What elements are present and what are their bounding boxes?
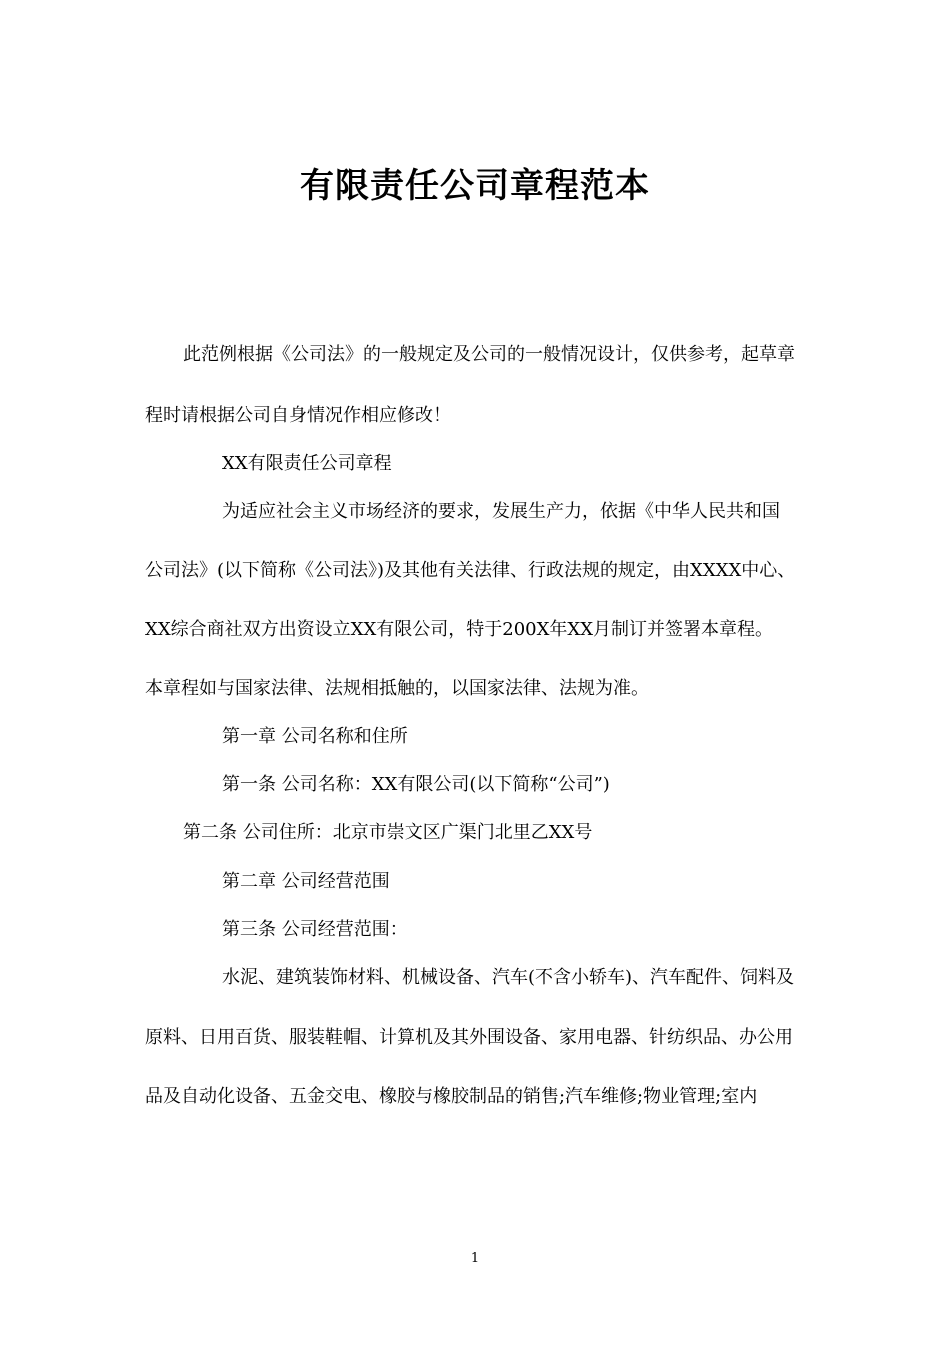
preamble-line-1: 为适应社会主义市场经济的要求，发展生产力，依据《中华人民共和国 (222, 501, 780, 522)
article-1: 第一条 公司名称：XX有限公司(以下简称“公司”) (222, 774, 610, 795)
scope-line-2: 原料、日用百货、服装鞋帽、计算机及其外围设备、家用电器、针纺织品、办公用 (145, 1027, 793, 1048)
page-number: 1 (470, 1251, 480, 1266)
article-2: 第二条 公司住所：北京市崇文区广渠门北里乙XX号 (183, 822, 593, 843)
preamble-line-4: 本章程如与国家法律、法规相抵触的，以国家法律、法规为准。 (145, 678, 649, 699)
scope-line-1: 水泥、建筑装饰材料、机械设备、汽车(不含小轿车)、汽车配件、饲料及 (222, 967, 795, 988)
charter-heading: XX有限责任公司章程 (222, 453, 392, 474)
intro-line-2: 程时请根据公司自身情况作相应修改！ (145, 405, 451, 426)
chapter-2-heading: 第二章 公司经营范围 (222, 871, 390, 892)
document-title: 有限责任公司章程范本 (300, 166, 650, 206)
intro-line-1: 此范例根据《公司法》的一般规定及公司的一般情况设计，仅供参考，起草章 (183, 344, 795, 365)
scope-line-3: 品及自动化设备、五金交电、橡胶与橡胶制品的销售;汽车维修;物业管理;室内 (145, 1086, 758, 1107)
preamble-line-3: XX综合商社双方出资设立XX有限公司，特于200X年XX月制订并签署本章程。 (145, 619, 774, 640)
article-3: 第三条 公司经营范围： (222, 919, 408, 940)
chapter-1-heading: 第一章 公司名称和住所 (222, 726, 408, 747)
preamble-line-2: 公司法》(以下简称《公司法》)及其他有关法律、行政法规的规定，由XXXX中心、 (145, 560, 796, 581)
